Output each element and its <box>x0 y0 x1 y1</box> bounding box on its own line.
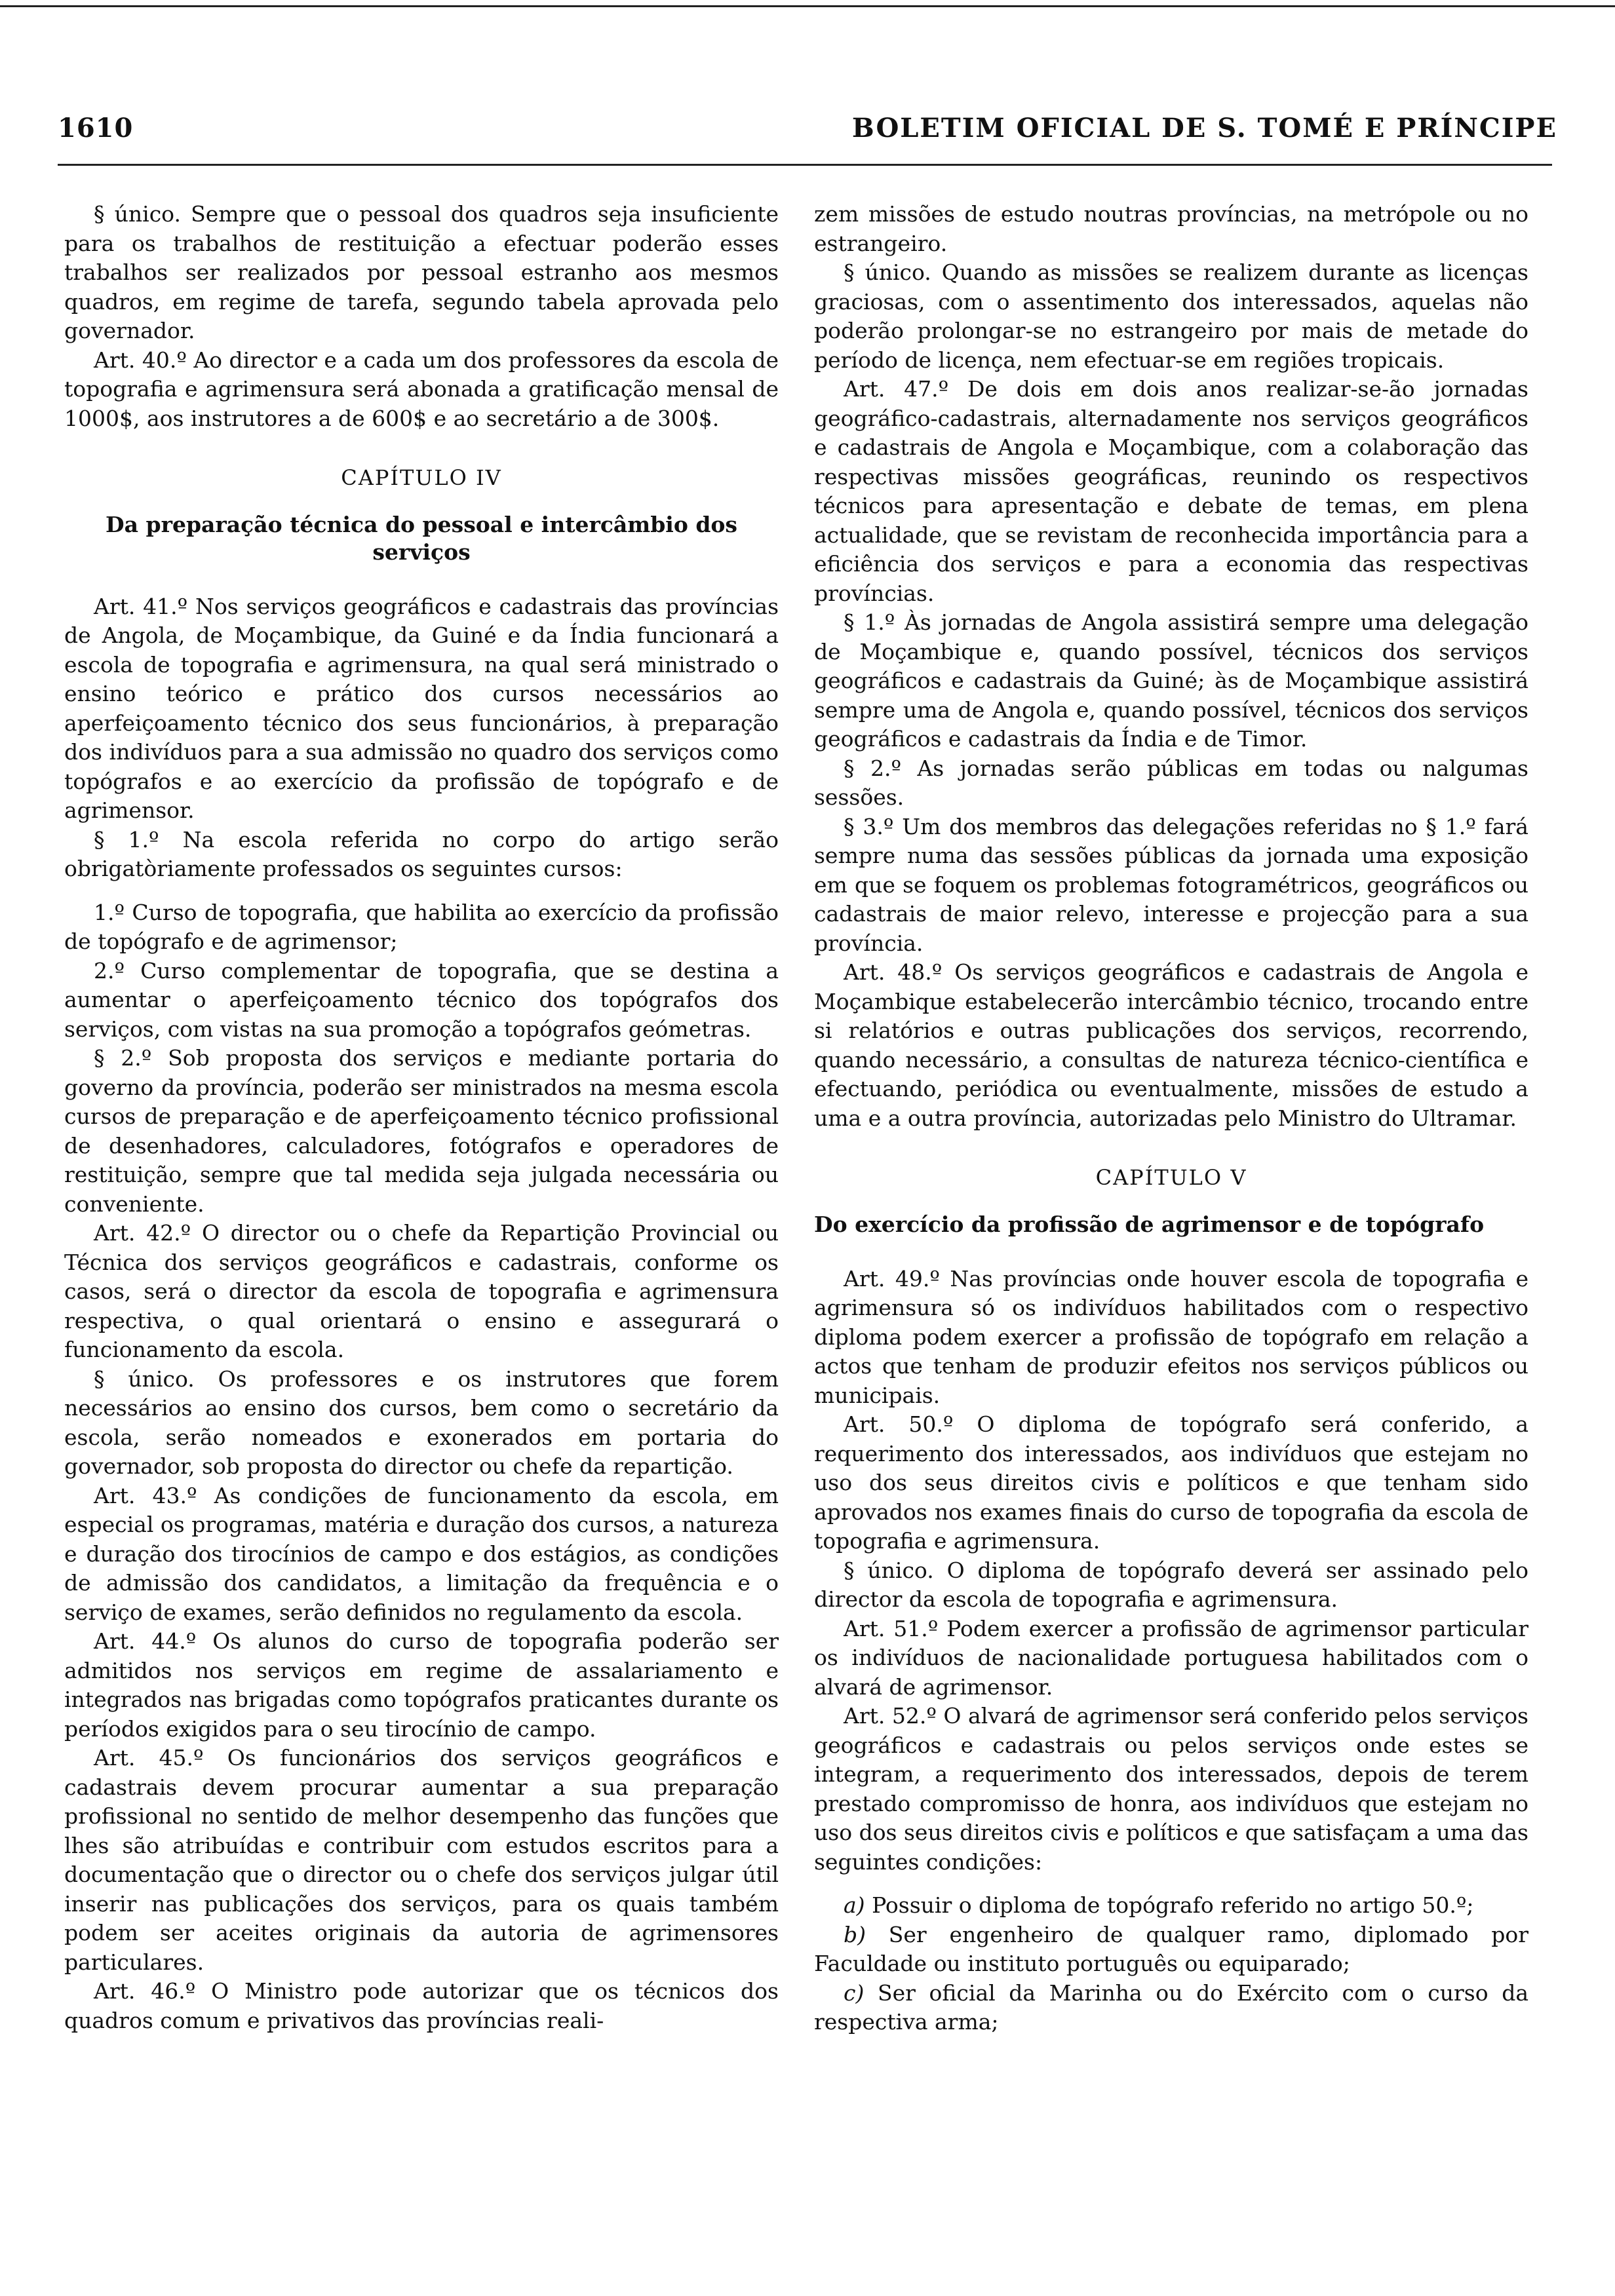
paragraph-unico-4: § único. O diploma de topógrafo deverá ser assinado pelo director da escola de topografia e agrimensura. <box>814 1557 1528 1612</box>
paragraph-art-44: Art. 44.º Os alunos do curso de topografia poderão ser admitidos nos serviços em regime de assalariamento e integrados nas brigadas como topógrafos praticantes durante os períodos exigidos para o seu tirocínio de campo. <box>64 1628 779 1742</box>
condition-a-label: a) <box>844 1892 865 1918</box>
paragraph-art-49: Art. 49.º Nas províncias onde houver escola de topografia e agrimensura só os indivíduos habilitados com o respectivo diploma podem exercer a profissão de topógrafo em relação a actos que tenham de produzir efeitos nos serviços públicos ou municipais. <box>814 1265 1528 1408</box>
section-heading: Da preparação técnica do pessoal e intercâmbio dos serviços <box>106 511 737 565</box>
paragraph-par-2-b: § 2.º As jornadas serão públicas em todas ou nalgumas sessões. <box>814 755 1528 810</box>
paragraph-art-51: Art. 51.º Podem exercer a profissão de agrimensor particular os indivíduos de nacionalidade portuguesa habilitados com o alvará de agrimensor. <box>814 1615 1528 1700</box>
condition-a <box>814 1891 1528 1921</box>
paragraph-unico-2: § único. Os professores e os instrutores que forem necessários ao ensino dos cursos, bem como o secretário da escola, serão nomeados e exonerados em portaria do governador, sob proposta do director ou chefe da repartição. <box>64 1366 779 1479</box>
paragraph-unico: § único. Sempre que o pessoal dos quadros seja insuficiente para os trabalhos de restituição a efectuar poderão esses trabalhos ser realizados por pessoal estranho aos mesmos quadros, em regime de tarefa, segundo tabela aprovada pelo governador. <box>64 201 779 343</box>
paragraph-par-1: § 1.º Na escola referida no corpo do artigo serão obrigatòriamente professados os seguintes cursos: <box>64 826 779 881</box>
header-rule <box>58 164 1552 166</box>
right-column <box>814 200 1528 2037</box>
paragraph-art-41: Art. 41.º Nos serviços geográficos e cadastrais das províncias de Angola, de Moçambique, da Guiné e da Índia funcionará a escola de topografia e agrimensura, na qual será ministrado o ensino teórico e prático dos cursos necessários ao aperfeiçoamento técnico dos seus funcionários, à preparação dos indivíduos para a sua admissão no quadro dos serviços como topógrafos e ao exercício da profissão de topógrafo e de agrimensor. <box>64 593 779 823</box>
condition-b-text: Ser engenheiro de qualquer ramo, diplomado por Faculdade ou instituto português ou equiparado; <box>814 1921 1528 1976</box>
paragraph-art-48: Art. 48.º Os serviços geográficos e cadastrais de Angola e Moçambique estabelecerão intercâmbio técnico, trocando entre si relatórios e outras publicações dos serviços, recorrendo, quando necessário, a consultas de natureza técnico-científica e efectuando, periódica ou eventualmente, missões de estudo a uma e a outra província, autorizadas pelo Ministro do Ultramar. <box>814 959 1528 1131</box>
paragraph-unico-3: § único. Quando as missões se realizem durante as licenças graciosas, com o assentimento dos interessados, aquelas não poderão prolongar-se no estrangeiro por mais de metade do período de licença, nem efectuar-se em regiões tropicais. <box>814 259 1528 373</box>
page-number: 1610 <box>58 113 134 144</box>
condition-a-text: Possuir o diploma de topógrafo referido no artigo 50.º; <box>872 1892 1474 1918</box>
running-title: BOLETIM OFICIAL DE S. TOMÉ E PRÍNCIPE <box>851 113 1557 144</box>
list-item-1: 1.º Curso de topografia, que habilita ao exercício da profissão de topógrafo e de agrimensor; <box>64 899 779 954</box>
spacer <box>64 884 779 898</box>
section-heading-2: Do exercício da profissão de agrimensor e de topógrafo <box>814 1211 1485 1237</box>
paragraph-art-46: Art. 46.º O Ministro pode autorizar que os técnicos dos quadros comum e privativos das províncias reali- <box>64 1978 779 2033</box>
paragraph-art-40: Art. 40.º Ao director e a cada um dos professores da escola de topografia e agrimensura será abonada a gratificação mensal de 1000$, aos instrutores a de 600$ e ao secretário a de 300$. <box>64 347 779 431</box>
spacer <box>814 1877 1528 1891</box>
chapter-title-2: CAPÍTULO V <box>1095 1165 1247 1190</box>
paragraph-par-1-b: § 1.º Às jornadas de Angola assistirá sempre uma delegação de Moçambique e, quando possível, técnicos dos serviços geográficos e cadastrais da Guiné; às de Moçambique assistirá sempre uma de Angola e, quando possível, técnicos dos serviços geográficos e cadastrais da Índia e de Timor. <box>814 609 1528 752</box>
paragraph-art-52: Art. 52.º O alvará de agrimensor será conferido pelos serviços geográficos e cadastrais ou pelos serviços onde estes se integram, a requerimento dos interessados, depois de terem prestado compromisso de honra, aos indivíduos que estejam no uso dos seus direitos civis e políticos e que satisfaçam a uma das seguintes condições: <box>814 1703 1528 1875</box>
left-column <box>64 200 779 2035</box>
top-border-rule <box>0 5 1615 7</box>
condition-c-text: Ser oficial da Marinha ou do Exército com o curso da respectiva arma; <box>814 1980 1528 2035</box>
list-item-2: 2.º Curso complementar de topografia, que se destina a aumentar o aperfeiçoamento técnico dos topógrafos dos serviços, com vistas na sua promoção a topógrafos geómetras. <box>64 957 779 1042</box>
paragraph-art-42: Art. 42.º O director ou o chefe da Repartição Provincial ou Técnica dos serviços geográficos e cadastrais, conforme os casos, será o director da escola de topografia e agrimensura respectiva, o qual orientará o ensino e assegurará o funcionamento da escola. <box>64 1220 779 1362</box>
paragraph-par-2: § 2.º Sob proposta dos serviços e mediante portaria do governo da província, poderão ser ministrados na mesma escola cursos de preparação e de aperfeiçoamento técnico profissional de desenhadores, calculadores, fotógrafos e operadores de restituição, sempre que tal medida seja julgada necessária ou conveniente. <box>64 1045 779 1217</box>
condition-b-label: b) <box>844 1921 866 1947</box>
paragraph-art-43: Art. 43.º As condições de funcionamento da escola, em especial os programas, matéria e duração dos cursos, a natureza e duração dos tirocínios de campo e dos estágios, as condições de admissão dos candidatos, a limitação da frequência e o serviço de exames, serão definidos no regulamento da escola. <box>64 1482 779 1625</box>
paragraph-continuation: zem missões de estudo noutras províncias, na metrópole ou no estrangeiro. <box>814 201 1528 256</box>
chapter-title: CAPÍTULO IV <box>341 465 502 490</box>
paragraph-art-47: Art. 47.º De dois em dois anos realizar-se-ão jornadas geográfico-cadastrais, alternadamente nos serviços geográficos e cadastrais de Angola e Moçambique, com a colaboração das respectivas missões geográficas, reunindo os respectivos técnicos para apresentação e debate de temas, em plena actualidade, que se revistam de reconhecida importância para a eficiência dos serviços e para a economia das respectivas províncias. <box>814 376 1528 606</box>
paragraph-art-45: Art. 45.º Os funcionários dos serviços geográficos e cadastrais devem procurar aumentar a sua preparação profissional no sentido de melhor desempenho das funções que lhes são atribuídas e contribuir com estudos escritos para a documentação que o director ou o chefe dos serviços julgar útil inserir nas publicações dos serviços, para os quais também podem ser aceites originais da autoria de agrimensores particulares. <box>64 1745 779 1975</box>
condition-c-label: c) <box>844 1980 865 2006</box>
page-header <box>58 113 1557 152</box>
paragraph-par-3: § 3.º Um dos membros das delegações referidas no § 1.º fará sempre numa das sessões públicas da jornada uma exposição em que se foquem os problemas fotogramétricos, geográficos ou cadastrais de maior relevo, interesse e projecção para a sua província. <box>814 813 1528 956</box>
condition-c <box>814 1979 1528 2037</box>
paragraph-art-50: Art. 50.º O diploma de topógrafo será conferido, a requerimento dos interessados, aos indivíduos que estejam no uso dos seus direitos civis e políticos e que tenham sido aprovados nos exames finais do curso de topografia da escola de topografia e agrimensura. <box>814 1411 1528 1554</box>
condition-b <box>814 1921 1528 1979</box>
